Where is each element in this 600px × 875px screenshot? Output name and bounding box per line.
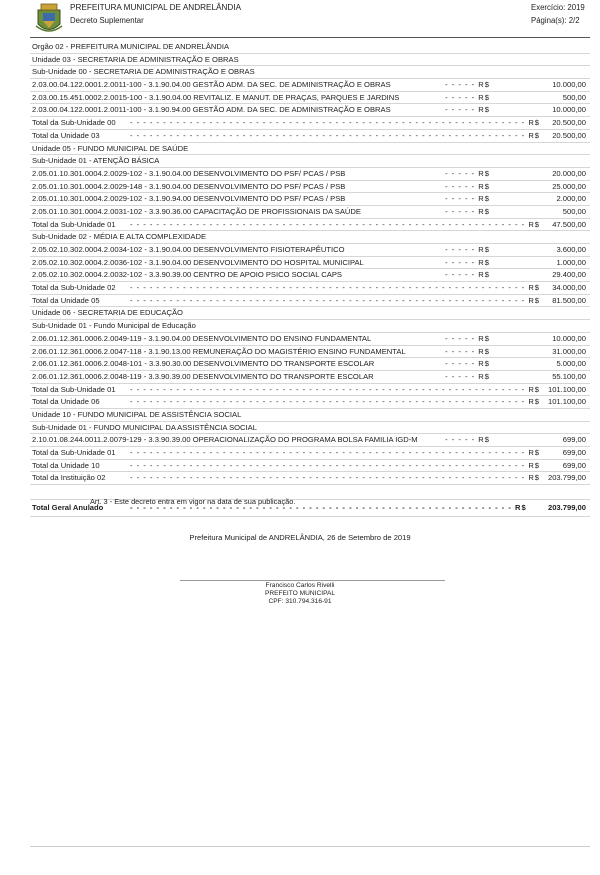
row-value: 10.000,00 <box>552 80 586 90</box>
row-value: 101.100,00 <box>547 384 586 394</box>
row-label: Total da Unidade 10 <box>32 460 100 470</box>
row-leader: - - - - - R$ <box>445 371 490 381</box>
budget-table <box>30 41 590 517</box>
row-label: Total da Sub-Unidade 00 <box>32 118 116 128</box>
row-label: Unidade 06 - SECRETARIA DE EDUCAÇÃO <box>32 308 183 318</box>
row-label: Sub-Unidade 01 - ATENÇÃO BÁSICA <box>32 156 160 166</box>
row-value: 55.100,00 <box>552 371 586 381</box>
table-row <box>30 346 590 359</box>
row-value: 3.600,00 <box>556 245 586 254</box>
table-row <box>30 104 590 117</box>
row-label: 2.05.01.10.301.0004.2.0029-102 - 3.1.90.04.00 DESENVOLVIMENTO DO PSF/ PCAS / PSB <box>32 168 346 178</box>
row-value: 2.000,00 <box>556 194 586 204</box>
row-leader: - - - - - - - - - - - - - - - - - - - - - - - - - - - - - - - - - - - - - - - - - - - - - - - - - - - - - - - - - - - - R$ <box>130 130 541 140</box>
row-value: 20.500,00 <box>552 118 586 128</box>
row-leader: - - - - - - - - - - - - - - - - - - - - - - - - - - - - - - - - - - - - - - - - - - - - - - - - - - - - - - - - - - R$ <box>130 503 527 513</box>
row-label: Unidade 03 - SECRETARIA DE ADMINISTRAÇÃO E OBRAS <box>32 54 239 64</box>
row-label: Total da Sub-Unidade 01 <box>32 384 116 394</box>
row-label: Total da Unidade 06 <box>32 397 100 407</box>
row-leader: - - - - - - - - - - - - - - - - - - - - - - - - - - - - - - - - - - - - - - - - - - - - - - - - - - - - - - - - - - - - R$ <box>130 460 541 470</box>
row-value: 20.000,00 <box>552 168 586 178</box>
row-value: 1.000,00 <box>556 257 586 267</box>
row-leader: - - - - - - - - - - - - - - - - - - - - - - - - - - - - - - - - - - - - - - - - - - - - - - - - - - - - - - - - - - - - R$ <box>130 448 541 457</box>
row-leader: - - - - - R$ <box>445 80 490 90</box>
heading-row <box>30 320 590 333</box>
table-row <box>30 244 590 257</box>
heading-row <box>30 307 590 320</box>
row-leader: - - - - - - - - - - - - - - - - - - - - - - - - - - - - - - - - - - - - - - - - - - - - - - - - - - - - - - - - - - - - R$ <box>130 384 541 394</box>
row-leader: - - - - - - - - - - - - - - - - - - - - - - - - - - - - - - - - - - - - - - - - - - - - - - - - - - - - - - - - - - - - R$ <box>130 219 541 229</box>
table-row <box>30 257 590 270</box>
row-value: 5.000,00 <box>556 359 586 369</box>
total-row <box>30 117 590 130</box>
total-row <box>30 295 590 308</box>
row-label: 2.03.00.04.122.0001.2.0011-100 - 3.1.90.94.00 GESTÃO ADM. DA SEC. DE ADMINISTRAÇÃO E OBRAS <box>32 105 391 115</box>
row-label: Sub-Unidade 02 - MÉDIA E ALTA COMPLEXIDADE <box>32 232 207 242</box>
signature-name: Francisco Carlos Rivelli <box>265 582 335 589</box>
total-row <box>30 219 590 232</box>
row-leader: - - - - - R$ <box>445 270 490 280</box>
place-date: Prefeitura Municipal de ANDRELÂNDIA, 26 de Setembro de 2019 <box>189 533 411 542</box>
table-row <box>30 193 590 206</box>
row-leader: - - - - - - - - - - - - - - - - - - - - - - - - - - - - - - - - - - - - - - - - - - - - - - - - - - - - - - - - - - - - R$ <box>130 473 541 483</box>
row-leader: - - - - - R$ <box>445 181 490 191</box>
row-value: 101.100,00 <box>547 397 586 407</box>
row-label: Sub-Unidade 01 - Fundo Municipal de Educação <box>32 321 196 331</box>
row-value: 20.500,00 <box>552 130 586 140</box>
table-row <box>30 206 590 219</box>
table-row <box>30 168 590 181</box>
row-leader: - - - - - - - - - - - - - - - - - - - - - - - - - - - - - - - - - - - - - - - - - - - - - - - - - - - - - - - - - - - - R$ <box>130 397 541 407</box>
row-leader: - - - - - R$ <box>445 168 490 178</box>
row-value: 47.500,00 <box>552 219 586 229</box>
heading-row <box>30 409 590 422</box>
row-label: Total da Sub-Unidade 01 <box>32 448 116 457</box>
row-label: 2.03.00.04.122.0001.2.0011-100 - 3.1.90.04.00 GESTÃO ADM. DA SEC. DE ADMINISTRAÇÃO E OBRAS <box>32 80 391 90</box>
table-row <box>30 358 590 371</box>
row-label: 2.05.02.10.302.0004.2.0032-102 - 3.3.90.39.00 CENTRO DE APOIO PSICO SOCIAL CAPS <box>32 270 342 280</box>
header-divider <box>30 37 590 38</box>
row-label: Total Geral Anulado <box>32 503 104 513</box>
total-row <box>30 460 590 473</box>
row-label: 2.06.01.12.361.0006.2.0047-118 - 3.1.90.13.00 REMUNERAÇÃO DO MAGISTÉRIO ENSINO FUNDAMENTAL <box>32 346 406 356</box>
heading-row <box>30 41 590 54</box>
row-label: Unidade 10 - FUNDO MUNICIPAL DE ASSISTÊNCIA SOCIAL <box>32 409 242 419</box>
table-row <box>30 333 590 346</box>
row-leader: - - - - - R$ <box>445 105 490 115</box>
row-label: Total da Instituição 02 <box>32 473 106 483</box>
row-leader: - - - - - R$ <box>445 194 490 204</box>
document-header <box>0 0 600 40</box>
row-leader: - - - - - R$ <box>445 245 490 254</box>
signature-role: PREFEITO MUNICIPAL <box>264 590 336 597</box>
row-value: 34.000,00 <box>552 283 586 293</box>
article-text: Art. 3 - Este decreto entra em vigor na data de sua publicação. <box>90 497 296 506</box>
row-label: Total da Sub-Unidade 02 <box>32 283 116 293</box>
total-row <box>30 384 590 397</box>
row-leader: - - - - - - - - - - - - - - - - - - - - - - - - - - - - - - - - - - - - - - - - - - - - - - - - - - - - - - - - - - - - R$ <box>130 118 541 128</box>
total-row <box>30 130 590 143</box>
row-value: 500,00 <box>562 92 586 102</box>
row-label: Sub-Unidade 01 - FUNDO MUNICIPAL DA ASSISTÊNCIA SOCIAL <box>32 422 257 432</box>
row-value: 29.400,00 <box>552 270 586 280</box>
row-value: 81.500,00 <box>552 295 586 305</box>
row-value: 25.000,00 <box>552 181 586 191</box>
row-value: 699,00 <box>562 460 586 470</box>
heading-row <box>30 422 590 435</box>
row-label: 2.06.01.12.361.0006.2.0048-119 - 3.3.90.39.00 DESENVOLVIMENTO DO TRANSPORTE ESCOLAR <box>32 371 374 381</box>
total-row <box>30 396 590 409</box>
row-value: 500,00 <box>562 206 586 216</box>
row-value: 699,00 <box>562 448 586 457</box>
row-value: 203.799,00 <box>547 503 586 513</box>
row-leader: - - - - - - - - - - - - - - - - - - - - - - - - - - - - - - - - - - - - - - - - - - - - - - - - - - - - - - - - - - - - R$ <box>130 283 541 293</box>
footer-divider <box>30 846 590 847</box>
total-row <box>30 472 590 485</box>
row-value: 31.000,00 <box>552 346 586 356</box>
heading-row <box>30 143 590 156</box>
table-row <box>30 181 590 194</box>
row-label: Total da Sub-Unidade 01 <box>32 219 116 229</box>
heading-row <box>30 66 590 79</box>
row-label: 2.05.02.10.302.0004.2.0036-102 - 3.1.90.04.00 DESENVOLVIMENTO DO HOSPITAL MUNICIPAL <box>32 257 364 267</box>
row-value: 10.000,00 <box>552 333 586 343</box>
table-row <box>30 269 590 282</box>
row-leader: - - - - - R$ <box>445 92 490 102</box>
row-value: 10.000,00 <box>552 105 586 115</box>
signature-cpf: CPF: 310.794.316-91 <box>268 598 332 605</box>
header-exercicio: Exercício: 2019 <box>531 3 585 12</box>
total-row <box>30 282 590 295</box>
row-label: Orgão 02 - PREFEITURA MUNICIPAL DE ANDRELÂNDIA <box>32 42 230 51</box>
row-leader: - - - - - R$ <box>445 435 490 445</box>
row-label: 2.05.01.10.301.0004.2.0029-102 - 3.1.90.94.00 DESENVOLVIMENTO DO PSF/ PCAS / PSB <box>32 194 346 204</box>
row-label: 2.10.01.08.244.0011.2.0079-129 - 3.3.90.39.00 OPERACIONALIZAÇÃO DO PROGRAMA BOLSA FAMILIA IGD-M <box>32 435 418 445</box>
table-row <box>30 434 590 447</box>
row-label: Total da Unidade 05 <box>32 295 100 305</box>
table-row <box>30 371 590 384</box>
row-label: Total da Unidade 03 <box>32 130 100 140</box>
row-leader: - - - - - R$ <box>445 257 490 267</box>
row-leader: - - - - - - - - - - - - - - - - - - - - - - - - - - - - - - - - - - - - - - - - - - - - - - - - - - - - - - - - - - - - R$ <box>130 295 541 305</box>
header-title: PREFEITURA MUNICIPAL DE ANDRELÂNDIA <box>70 3 242 12</box>
header-page-count: Página(s): 2/2 <box>531 16 580 25</box>
row-label: 2.05.01.10.301.0004.2.0029-148 - 3.1.90.04.00 DESENVOLVIMENTO DO PSF/ PCAS / PSB <box>32 181 346 191</box>
signature-line <box>180 580 445 581</box>
header-subtitle: Decreto Suplementar <box>70 16 144 25</box>
heading-row <box>30 231 590 244</box>
row-label: 2.05.01.10.301.0004.2.0031-102 - 3.3.90.36.00 CAPACITAÇÃO DE PROFISSIONAIS DA SAÚDE <box>32 206 361 216</box>
table-row <box>30 92 590 105</box>
row-leader: - - - - - R$ <box>445 333 490 343</box>
row-leader: - - - - - R$ <box>445 359 490 369</box>
total-row <box>30 447 590 460</box>
heading-row <box>30 54 590 67</box>
row-label: 2.06.01.12.361.0006.2.0049-119 - 3.1.90.04.00 DESENVOLVIMENTO DO ENSINO FUNDAMENTAL <box>32 333 372 343</box>
row-label: Sub-Unidade 00 - SECRETARIA DE ADMINISTRAÇÃO E OBRAS <box>32 67 255 77</box>
heading-row <box>30 155 590 168</box>
row-label: 2.06.01.12.361.0006.2.0048-101 - 3.3.90.30.00 DESENVOLVIMENTO DO TRANSPORTE ESCOLAR <box>32 359 375 369</box>
row-value: 699,00 <box>562 435 586 445</box>
row-label: 2.05.02.10.302.0004.2.0034-102 - 3.1.90.04.00 DESENVOLVIMENTO FISIOTERAPÊUTICO <box>32 245 345 254</box>
row-leader: - - - - - R$ <box>445 206 490 216</box>
row-value: 203.799,00 <box>547 473 586 483</box>
municipal-crest-icon <box>35 2 63 36</box>
table-row <box>30 79 590 92</box>
row-label: Unidade 05 - FUNDO MUNICIPAL DE SAÚDE <box>32 143 189 153</box>
row-leader: - - - - - R$ <box>445 346 490 356</box>
row-label: 2.03.00.15.451.0002.2.0015-100 - 3.1.90.04.00 REVITALIZ. E MANUT. DE PRAÇAS, PARQUES E JARDINS <box>32 92 400 102</box>
